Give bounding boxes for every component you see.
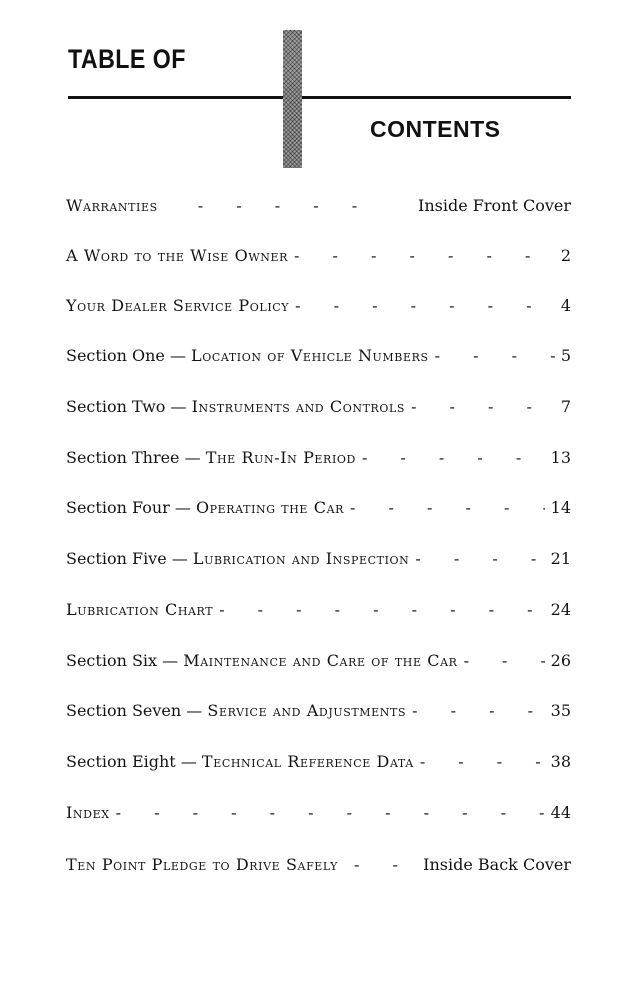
toc-entry-label <box>66 803 110 822</box>
toc-entry-title: A Word to the Wise Owner <box>66 246 288 265</box>
dot-leader <box>294 246 555 265</box>
dot-leader <box>435 346 555 365</box>
toc-entry-page: 2 <box>560 246 571 265</box>
halftone-bar <box>283 30 302 168</box>
toc-entry-label <box>66 752 414 771</box>
toc-entry-ten-point-pledge <box>66 855 571 881</box>
toc-entry-title: Your Dealer Service Policy <box>66 296 290 315</box>
toc-entry-page: 44 <box>550 803 571 822</box>
toc-entry-title: Lubrication Chart <box>66 600 214 619</box>
dot-leader <box>362 448 545 467</box>
toc-entry-wise-owner <box>66 246 571 272</box>
toc-entry-label <box>66 346 429 365</box>
toc-entry-page: 21 <box>550 549 571 568</box>
toc-entry-section-five <box>66 549 571 575</box>
toc-entry-index <box>66 803 571 829</box>
toc-entry-title: Index <box>66 803 110 822</box>
toc-entry-section-four <box>66 498 571 524</box>
toc-entry-title: Instruments and Controls <box>191 397 406 416</box>
toc-entry-title: Maintenance and Care of the Car <box>183 651 458 670</box>
toc-entry-prefix: Section Three — <box>66 448 201 467</box>
dot-leader <box>420 752 545 771</box>
toc-entry-page: 38 <box>550 752 571 771</box>
toc-entry-page: 26 <box>550 651 571 670</box>
toc-entry-page: Inside Back Cover <box>423 855 571 874</box>
toc-entry-lubrication-chart <box>66 600 571 626</box>
toc-entry-prefix: Section Eight — <box>66 752 197 771</box>
toc-entry-prefix: Section Two — <box>66 397 187 416</box>
toc-entry-label <box>66 855 338 874</box>
toc-entry-title: Location of Vehicle Numbers <box>191 346 429 365</box>
toc-entry-prefix: Section One — <box>66 346 186 365</box>
toc-entry-title: Lubrication and Inspection <box>192 549 410 568</box>
dot-leader <box>354 855 414 874</box>
dot-leader <box>350 498 545 517</box>
toc-entry-label <box>66 196 158 215</box>
title-contents: CONTENTS <box>370 116 501 142</box>
toc-entry-title: Service and Adjustments <box>207 701 407 720</box>
toc-entry-label <box>66 549 409 568</box>
toc-entry-page: 35 <box>550 701 571 720</box>
toc-entry-page: Inside Front Cover <box>418 196 571 215</box>
toc-entry-section-seven <box>66 701 571 727</box>
dot-leader <box>198 196 378 215</box>
toc-entry-prefix: Section Five — <box>66 549 188 568</box>
toc-entry-prefix: Section Four — <box>66 498 191 517</box>
toc-entry-label <box>66 397 405 416</box>
dot-leader <box>412 701 545 720</box>
toc-entry-section-eight <box>66 752 571 778</box>
toc-entry-page: 7 <box>560 397 571 416</box>
title-rule <box>68 96 571 99</box>
toc-entry-dealer-service <box>66 296 571 322</box>
toc-entry-section-one <box>66 346 571 372</box>
toc-entry-label <box>66 701 406 720</box>
toc-entry-label <box>66 296 289 315</box>
toc-entry-label <box>66 246 288 265</box>
toc-entry-title: Ten Point Pledge to Drive Safely <box>66 855 338 874</box>
toc-entry-label <box>66 498 344 517</box>
toc-entry-section-two <box>66 397 571 423</box>
toc-entry-title: Operating the Car <box>195 498 345 517</box>
toc-entry-section-three <box>66 448 571 474</box>
toc-entry-section-six <box>66 651 571 677</box>
dot-leader <box>295 296 555 315</box>
toc-entry-page: 5 <box>560 346 571 365</box>
toc-entry-title: The Run-In Period <box>205 448 356 467</box>
toc-entry-prefix: Section Six — <box>66 651 179 670</box>
toc-entry-label <box>66 651 458 670</box>
toc-entry-label <box>66 600 213 619</box>
dot-leader <box>464 651 545 670</box>
dot-leader <box>411 397 555 416</box>
dot-leader <box>116 803 545 822</box>
toc-entry-title: Warranties <box>66 196 158 215</box>
title-table-of: TABLE OF <box>68 44 186 74</box>
toc-entry-page: 13 <box>550 448 571 467</box>
dot-leader <box>219 600 544 619</box>
toc-entry-prefix: Section Seven — <box>66 701 203 720</box>
toc-entry-warranties <box>66 196 571 222</box>
toc-entry-page: 14 <box>550 498 571 517</box>
toc-entry-page: 4 <box>560 296 571 315</box>
dot-leader <box>415 549 544 568</box>
toc-entry-page: 24 <box>550 600 571 619</box>
toc-entry-title: Technical Reference Data <box>201 752 414 771</box>
toc-entry-label <box>66 448 356 467</box>
